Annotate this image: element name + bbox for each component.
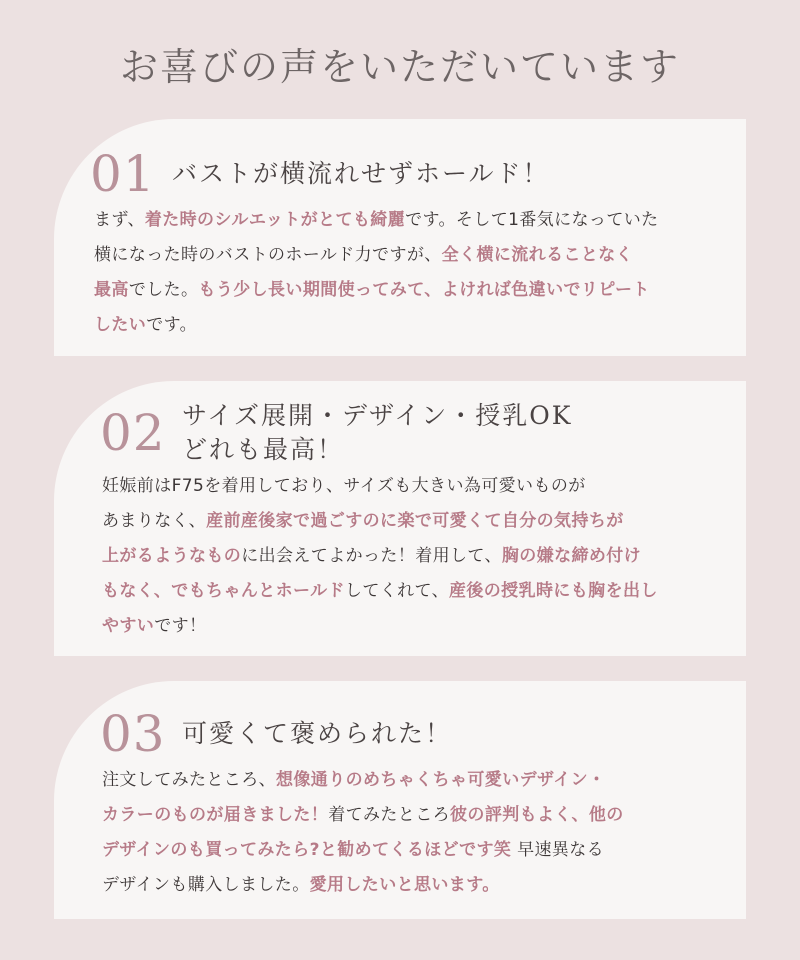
- body-text: です！: [154, 616, 207, 636]
- review-title: [182, 717, 452, 751]
- highlight-text: 彼の評判もよく、他の: [450, 805, 624, 825]
- review-number: 01: [90, 145, 156, 203]
- review-card-2: [54, 381, 746, 656]
- body-text: 注文してみたところ、: [102, 770, 276, 790]
- review-line: [102, 469, 728, 504]
- review-number: 02: [100, 404, 166, 462]
- review-card-3: [54, 681, 746, 919]
- body-text: に出会えてよかった！着用して、: [241, 546, 502, 566]
- review-header: [100, 399, 726, 467]
- review-title-line: 可愛くて褒められた！: [182, 719, 453, 748]
- review-line: [102, 539, 728, 574]
- body-text: してくれて、: [344, 581, 449, 601]
- highlight-text: 最高: [94, 280, 129, 300]
- body-text: です。: [146, 315, 198, 335]
- highlight-text: 全く横に流れることなく: [441, 245, 634, 265]
- highlight-text: デザインのも買ってみたら?と勧めてくるほどです笑: [102, 840, 512, 860]
- review-line: [94, 273, 728, 308]
- highlight-text: 上がるようなもの: [102, 546, 242, 566]
- review-line: [94, 308, 728, 343]
- review-line: [102, 833, 728, 868]
- review-title-line: バストが横流れせずホールド！: [172, 159, 550, 188]
- body-text: 早速異なる: [511, 840, 605, 860]
- review-title-line: どれも最高！: [182, 435, 345, 464]
- body-text: あまりなく、: [102, 511, 207, 531]
- highlight-text: 想像通りのめちゃくちゃ可愛いデザイン・: [276, 770, 606, 790]
- review-line: [102, 504, 728, 539]
- review-header: [100, 705, 726, 763]
- body-text: まず、: [94, 210, 145, 230]
- review-title: [182, 399, 572, 467]
- body-text: デザインも購入しました。: [102, 875, 310, 895]
- review-line: [102, 798, 728, 833]
- highlight-text: もなく、でもちゃんとホールド: [102, 581, 345, 601]
- body-text: 着てみたところ: [328, 805, 451, 825]
- review-line: [102, 868, 728, 903]
- review-title: [172, 157, 550, 191]
- body-text: でした。: [128, 280, 199, 300]
- body-text: 横になった時のバストのホールド力ですが、: [94, 245, 442, 265]
- review-card-1: [54, 119, 746, 356]
- highlight-text: カラーのものが届きました！: [102, 805, 329, 825]
- review-header: [90, 145, 726, 203]
- review-body: [94, 203, 728, 343]
- review-line: [94, 203, 728, 238]
- review-title-line: サイズ展開・デザイン・授乳OK: [182, 401, 573, 430]
- body-text: 妊娠前はF75を着用しており、サイズも大きい為可愛いものが: [102, 476, 586, 496]
- review-number: 03: [100, 705, 166, 763]
- review-body: [102, 469, 728, 644]
- review-line: [102, 609, 728, 644]
- highlight-text: 愛用したいと思います。: [309, 875, 500, 895]
- highlight-text: やすい: [102, 616, 155, 636]
- review-line: [102, 763, 728, 798]
- review-line: [94, 238, 728, 273]
- review-body: [102, 763, 728, 903]
- highlight-text: 胸の嫌な締め付け: [501, 546, 642, 566]
- highlight-text: もう少し長い期間使ってみて、よければ色違いでリピート: [198, 280, 650, 300]
- highlight-text: したい: [94, 315, 147, 335]
- body-text: です。そして1番気になっていた: [405, 210, 659, 230]
- highlight-text: 産前産後家で過ごすのに楽で可愛くて自分の気持ちが: [206, 511, 624, 531]
- review-line: [102, 574, 728, 609]
- page-title: お喜びの声をいただいています: [119, 45, 680, 89]
- highlight-text: 着た時のシルエットがとても綺麗: [144, 210, 406, 230]
- highlight-text: 産後の授乳時にも胸を出し: [448, 581, 658, 601]
